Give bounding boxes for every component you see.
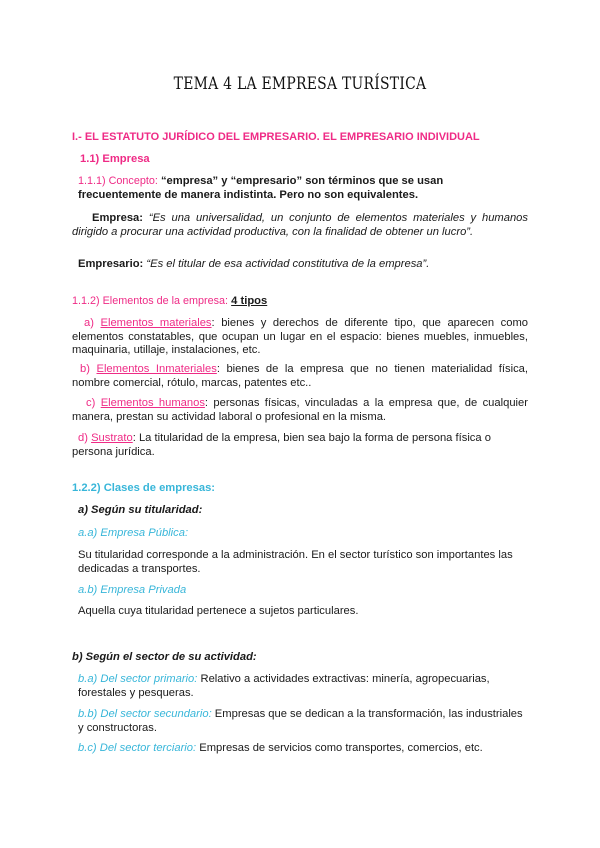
element-letter: a) (84, 317, 94, 329)
element-letter: c) (86, 397, 96, 409)
sector-primario-text: Relativo a actividades extractivas: minería, agropecuarias, forestales y pesqueras. (78, 673, 490, 699)
concept-text: “empresa” y “empresario” son términos que se usan frecuentemente de manera indistinta. Pero no son equivalentes. (78, 175, 444, 201)
element-item (72, 432, 528, 459)
empresa-publica-label: a.a) Empresa Pública: (78, 527, 189, 539)
concept-label: 1.1.1) Concepto: (78, 175, 158, 187)
element-letter: b) (80, 363, 90, 375)
empresa-text: “Es una universalidad, un conjunto de elementos materiales y humanos dirigido a procurar una actividad productiva, con la finalidad de obtener un lucro”. (72, 212, 529, 238)
elements-heading (72, 295, 528, 309)
empresario-definition (78, 258, 534, 272)
element-text: : bienes y derechos de diferente tipo, que aparecen como elementos constatables, que ocupan un lugar en el espacio: bienes muebles, inmuebles, maquinaria, utillaje, instalaciones, etc. (72, 317, 528, 357)
elements-label: 1.1.2) Elementos de la empresa: (72, 295, 229, 307)
element-item (72, 317, 528, 358)
sector-terciario (78, 742, 528, 756)
element-name: Sustrato (91, 432, 133, 444)
element-item (72, 363, 528, 390)
titularidad-heading: a) Según su titularidad: (78, 504, 203, 516)
section-heading: I.- EL ESTATUTO JURÍDICO DEL EMPRESARIO. EL EMPRESARIO INDIVIDUAL (72, 131, 480, 143)
empresa-definition (72, 212, 528, 239)
element-text: : personas físicas, vinculadas a la empresa que, de cualquier manera, prestan su actividad laboral o profesional en la misma. (72, 397, 528, 423)
sector-heading: b) Según el sector de su actividad: (72, 651, 257, 663)
sector-secundario (78, 708, 528, 735)
sector-primario (78, 673, 528, 700)
elements-count: 4 tipos (231, 295, 268, 307)
page-title: TEMA 4 LA EMPRESA TURÍSTICA (173, 74, 427, 94)
element-name: Elementos materiales (100, 317, 212, 329)
sector-terciario-text: Empresas de servicios como transportes, comercios, etc. (196, 742, 483, 754)
sector-secundario-label: b.b) Del sector secundario: (78, 708, 212, 720)
element-item (72, 397, 528, 424)
element-text: : La titularidad de la empresa, bien sea bajo la forma de persona física o persona jurídica. (72, 432, 491, 458)
empresa-privada-label: a.b) Empresa Privada (78, 584, 187, 596)
empresa-privada-text: Aquella cuya titularidad pertenece a sujetos particulares. (78, 605, 359, 617)
element-letter: d) (78, 432, 88, 444)
empresario-text: “Es el titular de esa actividad constitutiva de la empresa”. (146, 258, 430, 270)
element-name: Elementos Inmateriales (96, 363, 217, 375)
empresario-label: Empresario: (78, 258, 144, 270)
sector-primario-label: b.a) Del sector primario: (78, 673, 198, 685)
sector-terciario-label: b.c) Del sector terciario: (78, 742, 197, 754)
classes-heading: 1.2.2) Clases de empresas: (72, 482, 216, 494)
sector-secundario-text: Empresas que se dedican a la transformación, las industriales y constructoras. (78, 708, 523, 734)
element-name: Elementos humanos (100, 397, 205, 409)
element-text: : bienes de la empresa que no tienen materialidad física, nombre comercial, rótulo, marcas, patentes etc.. (72, 363, 529, 389)
subsection-heading-empresa: 1.1) Empresa (80, 153, 150, 165)
empresa-publica-text: Su titularidad corresponde a la administración. En el sector turístico son importantes las dedicadas a transportes. (78, 549, 513, 575)
concept-paragraph (78, 175, 528, 202)
empresa-label: Empresa: (92, 212, 143, 224)
